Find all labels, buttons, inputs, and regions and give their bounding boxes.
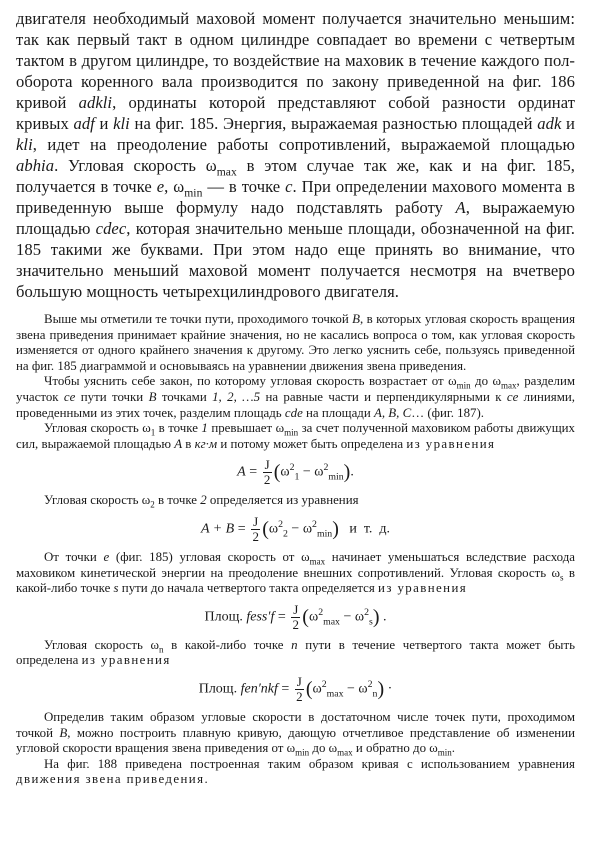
fraction: $\frac{J}{2}$	[296, 673, 303, 704]
paragraph-omega-n: Угловая скорость $\omega_n$ в какой-либо точке n пути в течение четвертого такта может быть определена из уравнения	[16, 637, 575, 668]
fraction: $\frac{J}{2}$	[263, 457, 271, 488]
paragraph-deceleration: От точки e (фиг. 185) угловая скорость от $\omega_{max}$ начинает уменьшаться вследствие расхода маховиком кинетической энергии на преодоление внешних сопротивлений. Угловая скорость $\omega_s$ в какой-либо точке s пути до начала четвертого такта определяется из уравнения	[16, 549, 576, 596]
equation-1: A = $\frac{J}{2}$ $(\omega^2_1 - \omega^2_{min})$.	[237, 457, 354, 488]
equation-2: A + B = $\frac{J}{2}$ $(\omega^2_2 - \omega^2_{min})$ и т. д.	[200, 513, 391, 544]
equation-3: Площ. fess′f = $\frac{J}{2}$ $(\omega^2_{max} - \omega^2_s)$ .	[204, 601, 387, 632]
fraction: $\frac{J}{2}$	[292, 601, 300, 632]
paragraph-divide-segment: Чтобы уяснить себе закон, по которому угловая скорость возрастает от $\omega_{min}$ до $\omega_{max}$, разделим участок ce пути точки B точками 1, 2, …5 на равные части и перпендикулярными к ce линиями, проведенными из этих точек, разделим площадь cde на площади A, B, C… (фиг. 187).	[16, 374, 575, 420]
fraction: $\frac{J}{2}$	[252, 513, 259, 544]
paragraph-smooth-curve: Определив таким образом угловые скорости в достаточном числе точек пути, проходимом точкой B, можно построить плавную кривую, дающую отчетливое представление об изменении угловой скорости вращения звена приведения от $\omega_{min}$ до $\omega_{max}$ и обратно до $\omega_{min}$.	[16, 709, 575, 758]
paragraph-omega2: Угловая скорость $\omega_2$ в точке 2 определяется из уравнения	[44, 493, 359, 510]
paragraph-flywheel-four-cylinder: двигателя необходимый маховой момент получается значительно меньшим: так как первый такт в одном цилиндре совпадает во времени с четвертым тактом в другом цилиндре, то воздействие на маховик в течение каждого пол-оборота коренного вала производится по закону приведенной на фиг. 186 кривой adkli, ординаты которой представляют собой разности ординат кривых adf и kli на фиг. 185. Энергия, выражаемая разностью площадей adk и kli, идет на преодоление работы сопротивлений, выражаемой площадью abhia. Угловая скорость $\omega_{max}$ в этом случае так же, как и на фиг. 185, получается в точке e, $\omega_{min}$ — в точке c. При определении махового момента в приведенную выше формулу надо подставлять работу A, выражаемую площадью cdec, которая значительно меньше площади, обозначенной на фиг. 185 такими же буквами. При этом надо еще принять во внимание, что значительно меньший маховой момент получается несмотря на вчетверо большую мощность четырехцилиндрового двигателя.	[16, 9, 575, 301]
equation-4: Площ. fen′nkf = $\frac{J}{2}$ $(\omega^2_{max} - \omega^2_n)$ ·	[198, 673, 393, 704]
paragraph-fig188: На фиг. 188 приведена построенная таким образом кривая с использованием уравнения движения звена приведения.	[16, 756, 575, 787]
paragraph-extreme-values: Выше мы отметили те точки пути, проходимого точкой B, в которых угловая скорость вращения звена приведения принимает крайние значения, но не касались вопроса о том, как угловая скорость изменяется от одного крайнего значения к другому. Это легко уяснить себе, пользуясь приведенной на фиг. 185 диаграммой и основываясь на уравнении движения звена приведения.	[16, 312, 576, 373]
paragraph-omega1: Угловая скорость $\omega_1$ в точке 1 превышает $\omega_{min}$ за счет полученной маховиком работы движущих сил, выражаемой площадью A в кг·м и потому может быть определена из уравнения	[16, 421, 575, 451]
